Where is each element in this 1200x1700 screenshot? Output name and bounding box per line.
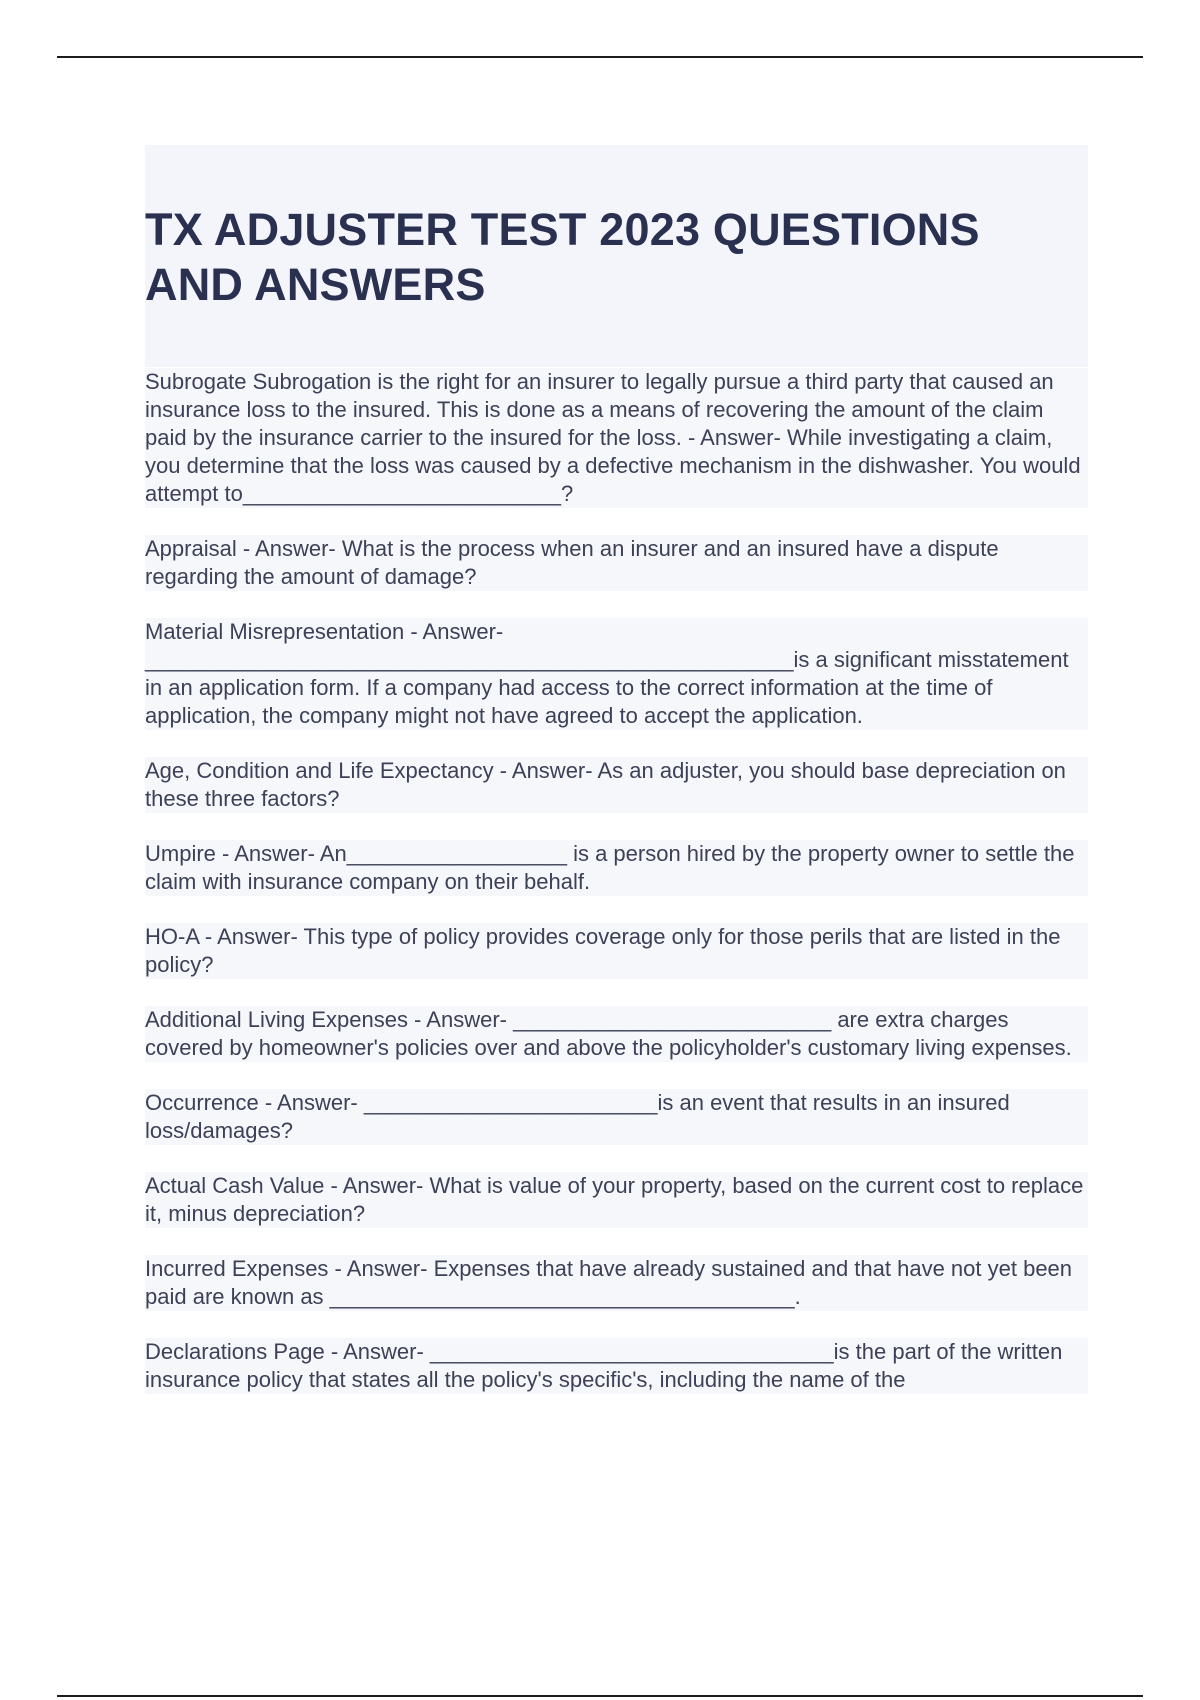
document-title: TX ADJUSTER TEST 2023 QUESTIONS AND ANSWERS [145,204,980,310]
qa-entry: Occurrence - Answer- ________________________is an event that results in an insured loss/damages? [145,1089,1088,1145]
qa-entry: Appraisal - Answer- What is the process when an insurer and an insured have a dispute regarding the amount of damage? [145,535,1088,591]
top-rule [57,56,1143,58]
qa-entry: Subrogate Subrogation is the right for an insurer to legally pursue a third party that caused an insurance loss to the insured. This is done as a means of recovering the amount of the claim paid by the insurance carrier to the insured for the loss. - Answer- While investigating a claim, you determine that the loss was caused by a defective mechanism in the dishwasher. You would attempt to__________________________? [145,368,1088,508]
title-block [145,145,1088,367]
qa-entry: Declarations Page - Answer- _________________________________is the part of the written insurance policy that states all the policy's specific's, including the name of the [145,1338,1088,1394]
qa-entry: Incurred Expenses - Answer- Expenses that have already sustained and that have not yet been paid are known as ______________________________________. [145,1255,1088,1311]
qa-entry: Material Misrepresentation - Answer- _____________________________________________________is a significant misstatement in an application form. If a company had access to the correct information at the time of application, the company might not have agreed to accept the application. [145,618,1088,730]
qa-list [145,368,1088,1421]
qa-entry: HO-A - Answer- This type of policy provides coverage only for those perils that are listed in the policy? [145,923,1088,979]
bottom-rule [57,1695,1143,1697]
qa-entry: Umpire - Answer- An__________________ is a person hired by the property owner to settle the claim with insurance company on their behalf. [145,840,1088,896]
qa-entry: Additional Living Expenses - Answer- __________________________ are extra charges covered by homeowner's policies over and above the policyholder's customary living expenses. [145,1006,1088,1062]
qa-entry: Age, Condition and Life Expectancy - Answer- As an adjuster, you should base depreciation on these three factors? [145,757,1088,813]
qa-entry: Actual Cash Value - Answer- What is value of your property, based on the current cost to replace it, minus depreciation? [145,1172,1088,1228]
